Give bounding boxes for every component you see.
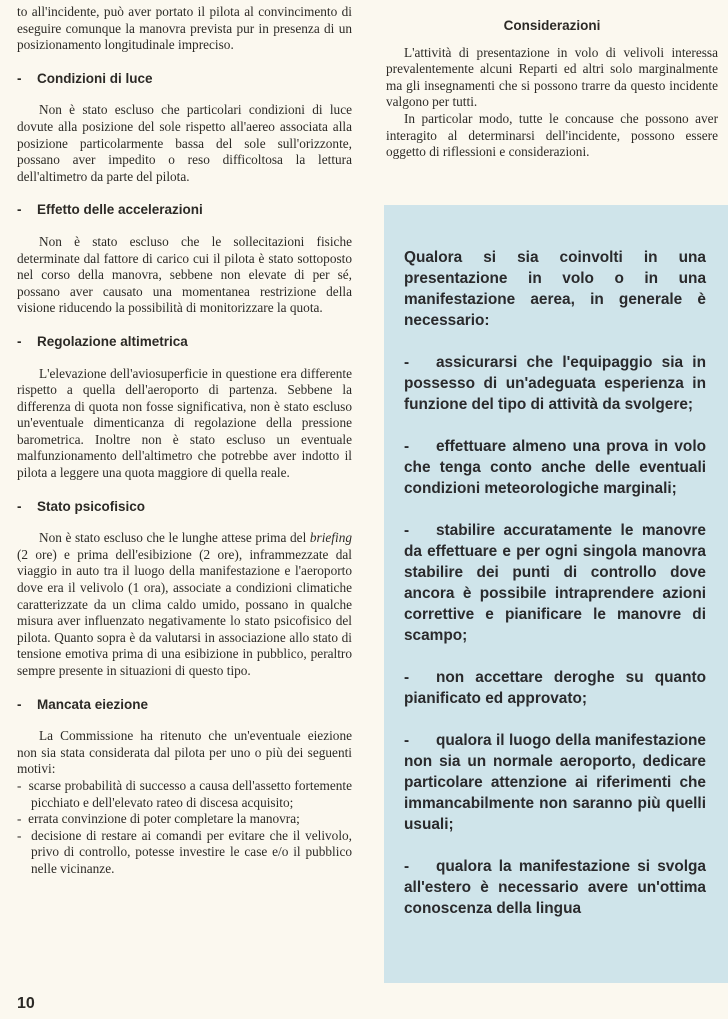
left-column bbox=[17, 4, 352, 878]
right-column bbox=[386, 4, 718, 161]
recommendation-item: - assicurarsi che l'equipaggio sia in possesso di un'adeguata esperienza in funzione del tipo di attività da svolgere; bbox=[404, 354, 706, 413]
section-body-acceleration: Non è stato escluso che le sollecitazioni fisiche determinate dal fattore di carico cui il pilota è stato sottoposto nel corso della manovra, sebbene non elevate di per sé, possano aver causato una momentanea restrizione della visione riducendo la possibilità di monitorizzare la quota. bbox=[17, 233, 352, 316]
section-heading-acceleration: - Effetto delle accelerazioni bbox=[17, 202, 203, 218]
heading-dash: - bbox=[17, 70, 22, 86]
bullet-dash: - bbox=[404, 732, 410, 749]
section-body-psychophysical: Non è stato escluso che le lunghe attese prima del briefing (2 ore) e prima dell'esibizione (2 ore), inframmezzate dal viaggio in auto tra il luogo della manifestazione e l'aeroporto dove era il velivolo (1 ora), associate a condizioni climatiche caratterizzate da un clima caldo umido, possano in qualche misura aver influenzato negativamente lo stato psicofisico del pilota. Quanto sopra è da valutarsi in associazione allo stato di tensione emotiva prima di una esibizione in pubblico, peraltro sempre presente in situazioni di questo tipo. bbox=[17, 530, 352, 678]
recommendations-box bbox=[384, 205, 728, 983]
recommendations-lead: Qualora si sia coinvolti in una presentazione in volo o in una manifestazione aerea, in generale è necessario: bbox=[404, 249, 706, 329]
considerations-paragraph: L'attività di presentazione in volo di velivoli interessa prevalentemente alcuni Reparti ed altri solo marginalmente ma gli insegnamenti che si possono trarre da questo incidente valgono per tutti. bbox=[386, 44, 718, 110]
section-heading-light: - Condizioni di luce bbox=[17, 70, 153, 86]
list-item: - decisione di restare ai comandi per evitare che il velivolo, privo di controllo, potesse investire le case e/o il pubblico nelle vicinanze. bbox=[17, 827, 352, 876]
section-heading-altimeter: - Regolazione altimetrica bbox=[17, 333, 188, 349]
heading-dash: - bbox=[17, 333, 22, 349]
section-body-altimeter: L'elevazione dell'aviosuperficie in questione era differente rispetto a quella dell'aeroporto di partenza. Sebbene la differenza di quota non fosse significativa, non è stato escluso un'eventuale dimenticanza di regolazione della pressione barometrica. Inoltre non è stato escluso un eventuale malfunzionamento dell'altimetro che potrebbe aver indotto il pilota a leggere una quota maggiore di quella reale. bbox=[17, 365, 352, 481]
recommendations-content bbox=[404, 247, 706, 940]
recommendation-item: - effettuare almeno una prova in volo che tenga conto anche delle eventuali condizioni meteorologiche marginali; bbox=[404, 438, 706, 497]
considerations-title: Considerazioni bbox=[503, 18, 601, 33]
section-heading-psychophysical: - Stato psicofisico bbox=[17, 498, 146, 514]
heading-dash: - bbox=[17, 696, 22, 712]
heading-dash: - bbox=[17, 202, 22, 218]
list-item: - scarse probabilità di successo a causa dell'assetto fortemente picchiato e dell'elevato rateo di discesa acquisito; bbox=[17, 777, 352, 810]
recommendation-item: - qualora il luogo della manifestazione non sia un normale aeroporto, dedicare particolare attenzione ai riferimenti che immancabilmente non saranno più quelli usuali; bbox=[404, 732, 706, 833]
heading-dash: - bbox=[17, 498, 22, 514]
bullet-dash: - bbox=[404, 858, 410, 875]
bullet-dash: - bbox=[404, 669, 410, 686]
section-body-light: Non è stato escluso che particolari condizioni di luce dovute alla posizione del sole rispetto all'aereo associata alla posizione particolarmente bassa del sole sull'orizzonte, possano aver impedito o reso difficoltosa la lettura dell'altimetro da parte del pilota. bbox=[17, 102, 352, 184]
recommendation-item: - stabilire accuratamente le manovre da effettuare e per ogni singola manovra stabilire dei punti di controllo dove ancora è possibile intraprendere azioni correttive e pianificare le manovre di scampo; bbox=[404, 522, 706, 644]
list-item: - errata convinzione di poter completare la manovra; bbox=[17, 811, 300, 827]
bullet-dash: - bbox=[404, 522, 410, 539]
recommendation-item: - qualora la manifestazione si svolga all'estero è necessario avere un'ottima conoscenza della lingua bbox=[404, 858, 706, 917]
bullet-dash: - bbox=[404, 438, 410, 455]
page-number: 10 bbox=[17, 995, 35, 1012]
bullet-dash: - bbox=[404, 354, 410, 371]
intro-paragraph: to all'incidente, può aver portato il pilota al convincimento di eseguire comunque la manovra prevista pur in presenza di un posizionamento longitudinale impreciso. bbox=[17, 4, 352, 53]
section-heading-ejection: - Mancata eiezione bbox=[17, 696, 149, 712]
section-body-ejection: La Commissione ha ritenuto che un'eventuale eiezione non sia stata considerata dal pilota per uno o più dei seguenti motivi: bbox=[17, 728, 352, 777]
briefing-term: briefing bbox=[309, 530, 352, 546]
considerations-paragraph: In particolar modo, tutte le concause che possono aver interagito al determinarsi dell'incidente, possono essere oggetto di riflessioni e considerazioni. bbox=[386, 110, 718, 160]
recommendation-item: - non accettare deroghe su quanto pianificato ed approvato; bbox=[404, 669, 706, 707]
